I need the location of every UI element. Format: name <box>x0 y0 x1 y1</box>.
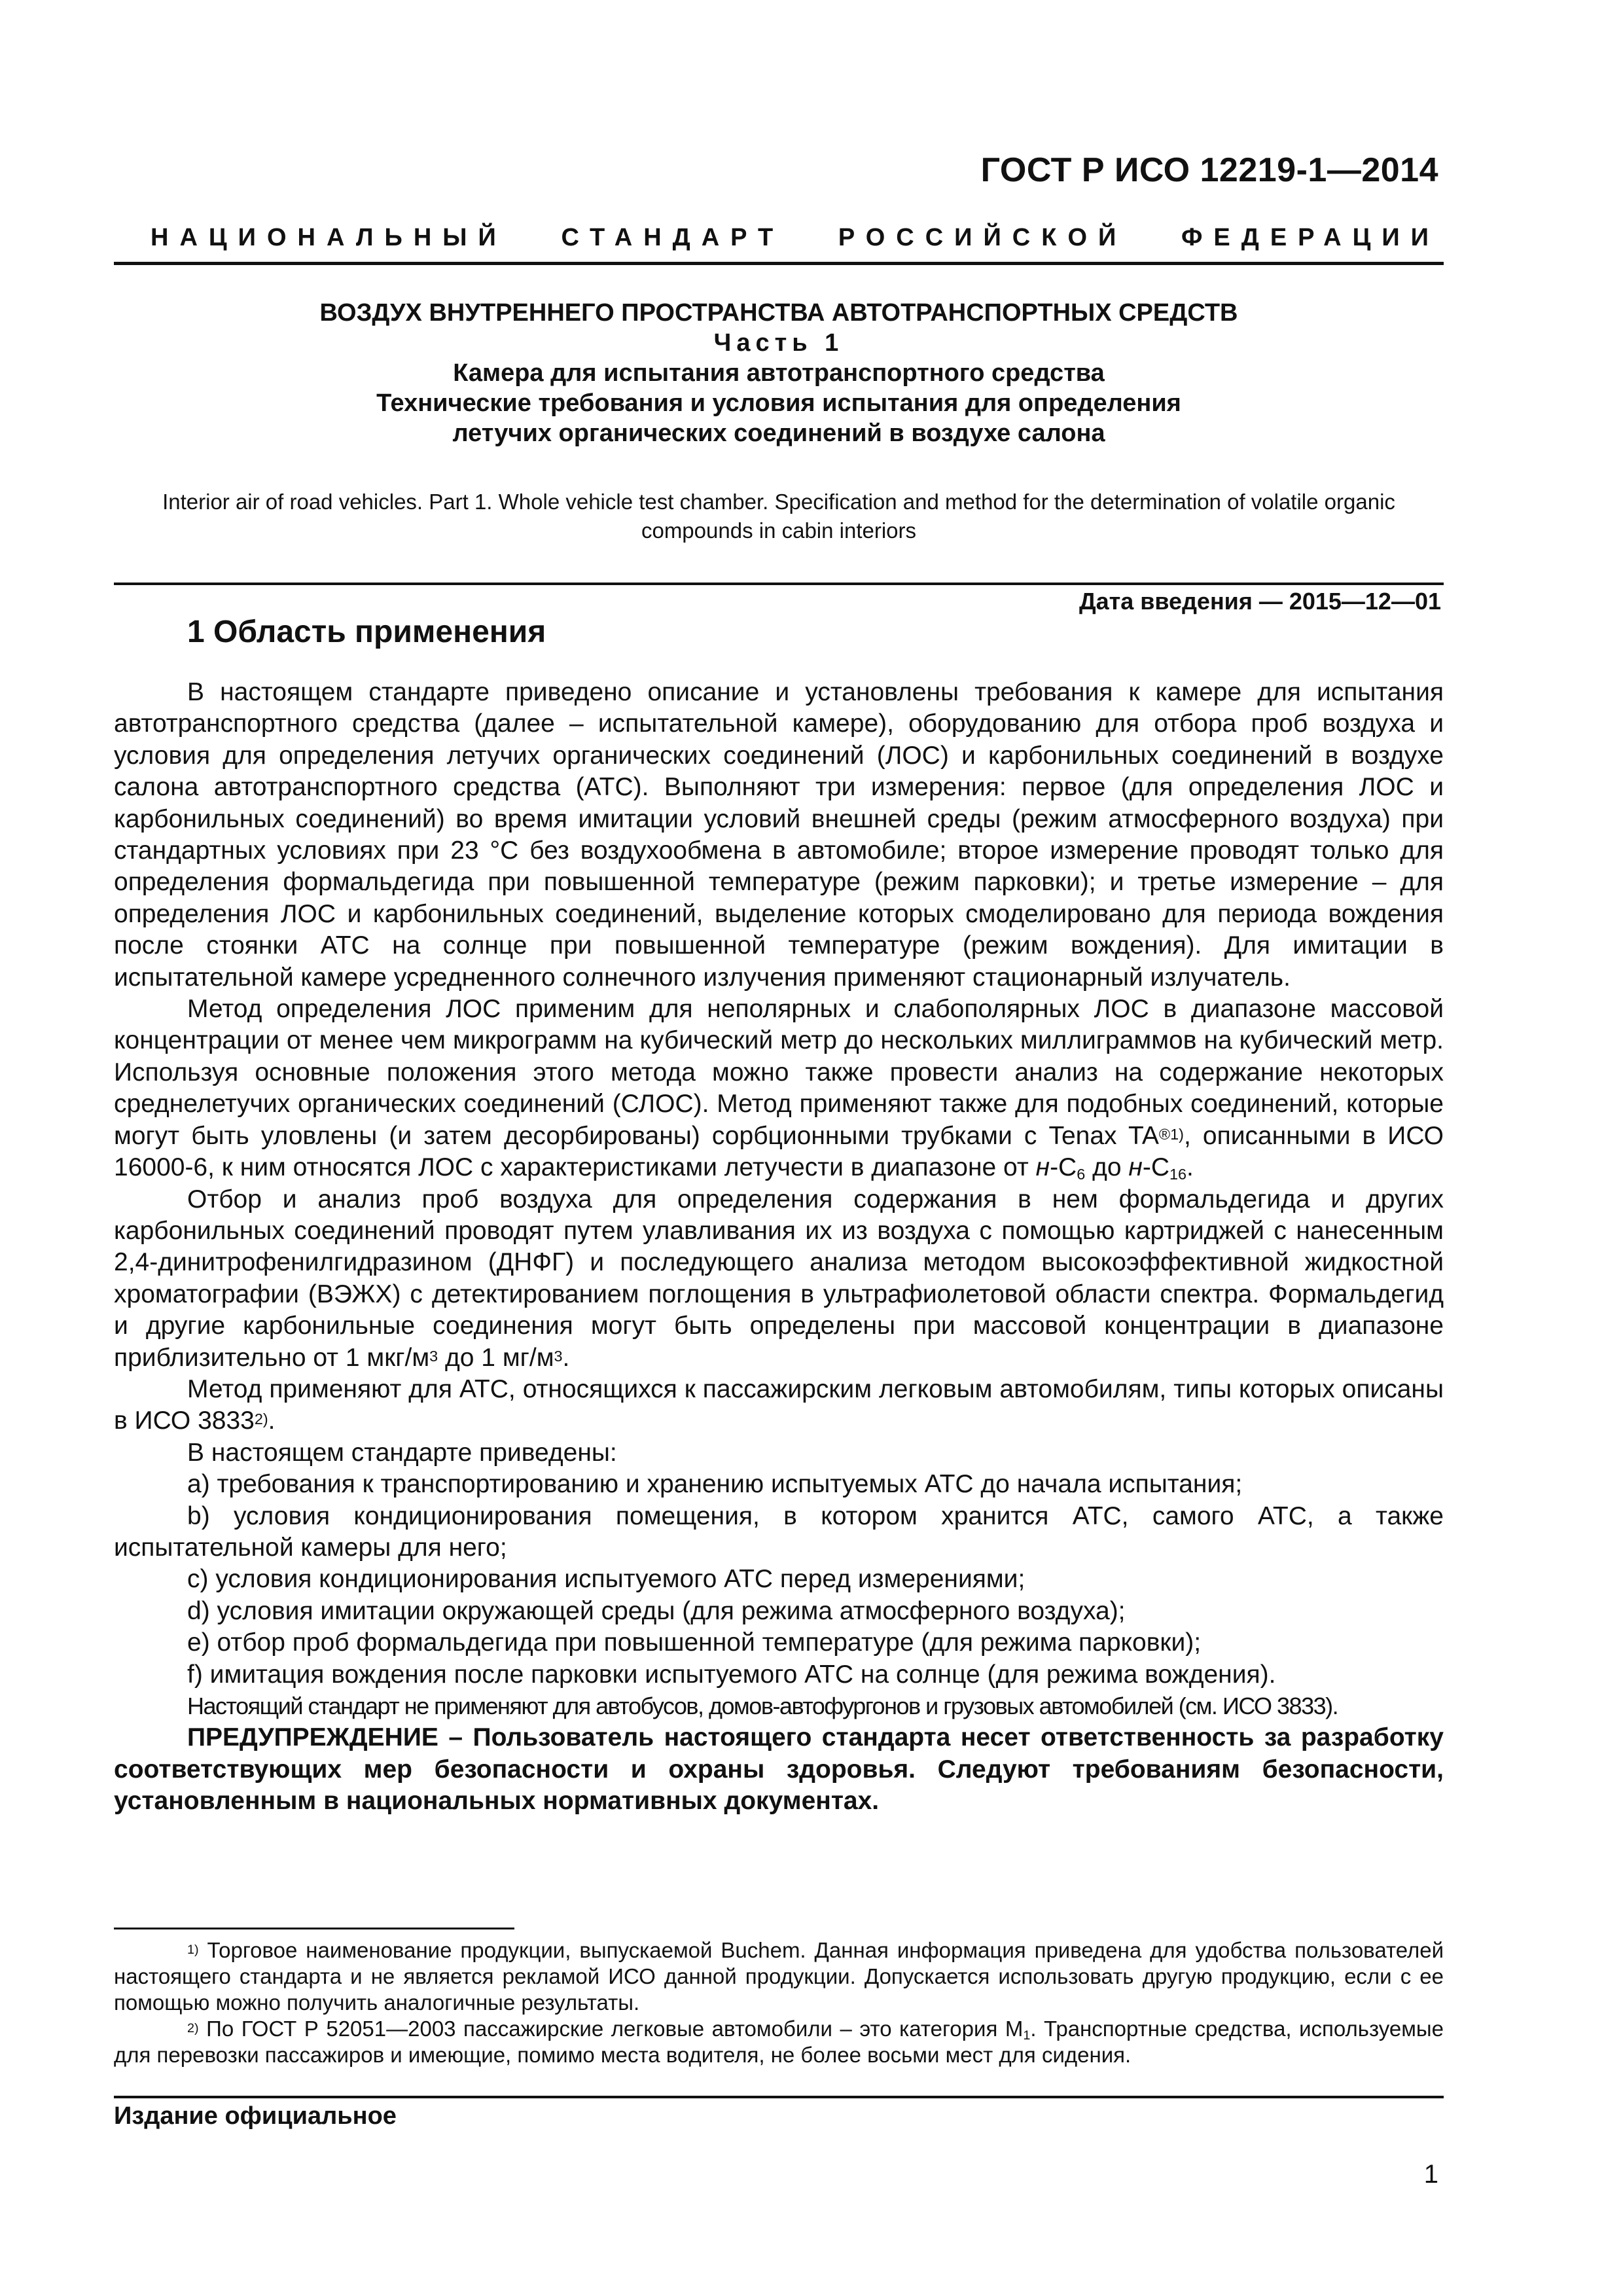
title-divider <box>114 583 1444 585</box>
list-item: c) условия кондиционирования испытуемого АТС перед измерениями; <box>187 1565 1026 1594</box>
paragraph: Отбор и анализ проб воздуха для определения содержания в нем формальдегида и других карбонильных соединений проводят путем улавливания их из воздуха с помощью картриджей с нанесенным 2,4-динитрофенилгидразином (ДНФГ) и последующего анализа методом высокоэффективной жидкостной хроматографии (ВЭЖХ) с детектированием поглощения в ультрафиолетовой области спектра. Формальдегид и другие карбонильные соединения могут быть определены при массовой концентрации в диапазоне приблизительно от 1 мкг/$м^3$ до 1 $мг/м^3$. <box>114 1185 1444 1372</box>
list-item: e) отбор проб формальдегида при повышенной температуре (для режима парковки); <box>187 1628 1202 1657</box>
introduction-date: Дата введения — 2015—12—01 <box>1079 588 1441 615</box>
national-standard-word: СТАНДАРТ <box>561 224 785 251</box>
paragraph: Метод применяют для АТС, относящихся к пассажирским легковым автомобилям, типы которых описаны в ИСО 3833$^{2)}$. <box>114 1374 1444 1435</box>
paragraph: В настоящем стандарте приведены: <box>187 1438 617 1467</box>
national-standard-word: РОССИЙСКОЙ <box>838 224 1128 251</box>
title-line: летучих органических соединений в воздухе салона <box>452 420 1105 447</box>
edition-label: Издание официальное <box>114 2102 397 2130</box>
paragraph: Настоящий стандарт не применяют для автобусов, домов-автофургонов и грузовых автомобилей (см. ИСО 3833). <box>187 1693 1338 1719</box>
title-line: Камера для испытания автотранспортного средства <box>453 359 1105 387</box>
national-standard-word: ФЕДЕРАЦИИ <box>1181 224 1440 251</box>
footnote: $^{2)}$ По ГОСТ Р 52051—2003 пассажирские легковые автомобили – это категория $M_1$. Транспортные средства, используемые для перевозки пассажиров и имеющие, помимо места водителя, не более восьми мест для сидения. <box>114 2017 1444 2067</box>
title-line: Технические требования и условия испытания для определения <box>376 389 1181 417</box>
footnotes <box>114 1937 1444 2068</box>
list-item: f) имитация вождения после парковки испытуемого АТС на солнце (для режима вождения). <box>187 1660 1276 1689</box>
title-part: Часть 1 <box>713 329 844 357</box>
footnote-divider <box>114 1928 514 1929</box>
standard-number: ГОСТ Р ИСО 12219-1—2014 <box>980 151 1438 189</box>
footnote: $^{1)}$ Торговое наименование продукции, выпускаемой Buchem. Данная информация приведена для удобства пользователей настоящего стандарта и не является рекламой ИСО данной продукции. Допускается использовать другую продукцию, если с ее помощью можно получить аналогичные результаты. <box>114 1938 1444 2015</box>
national-standard-word: НАЦИОНАЛЬНЫЙ <box>151 224 507 251</box>
footer-divider <box>114 2096 1444 2098</box>
list-item: d) условия имитации окружающей среды (для режима атмосферного воздуха); <box>187 1596 1126 1625</box>
paragraph: В настоящем стандарте приведено описание и установлены требования к камере для испытания автотранспортного средства (далее – испытательной камере), оборудованию для отбора проб воздуха и условия для определения летучих органических соединений (ЛОС) и карбонильных соединений в воздухе салона автотранспортного средства (АТС). Выполняют три измерения: первое (для определения ЛОС и карбонильных соединений) во время имитации условий внешней среды (режим атмосферного воздуха) при стандартных условиях при 23 °C без воздухообмена в автомобиле; второе измерение проводят только для определения формальдегида при повышенной температуре (режим парковки); и третье измерение – для определения ЛОС и карбонильных соединений, выделение которых смоделировано для периода вождения после стоянки АТС на солнце при повышенной температуре (режим вождения). Для имитации в испытательной камере усредненного солнечного излучения применяют стационарный излучатель. <box>114 678 1444 992</box>
title-line: ВОЗДУХ ВНУТРЕННЕГО ПРОСТРАНСТВА АВТОТРАНСПОРТНЫХ СРЕДСТВ <box>319 299 1238 327</box>
page-number: 1 <box>1423 2160 1438 2189</box>
section-body <box>114 677 1444 1818</box>
list-item: b) условия кондиционирования помещения, в котором хранится АТС, самого АТС, а также испытательной камеры для него; <box>114 1501 1444 1562</box>
paragraph: Метод определения ЛОС применим для неполярных и слабополярных ЛОС в диапазоне массовой концентрации от менее чем микрограмм на кубический метр до нескольких миллиграммов на кубический метр. Используя основные положения этого метода можно также провести анализ на содержание некоторых среднелетучих органических соединений (СЛОС). Метод применяют также для подобных соединений, которые могут быть уловлены (и затем десорбированы) сорбционными трубками с Tenax $TA^{®1)}$, описанными в ИСО 16000-6, к ним относятся ЛОС с характеристиками летучести в диапазоне от $н-C_6$ до $н-C_{16}$. <box>114 995 1444 1183</box>
section-heading: 1 Область применения <box>187 615 546 649</box>
document-title <box>114 298 1444 448</box>
english-title: Interior air of road vehicles. Part 1. Whole vehicle test chamber. Specification and method for the determination of volatile organic compounds in cabin interiors <box>162 490 1395 543</box>
footnote-ref: 2) <box>254 1410 268 1428</box>
header-divider <box>114 262 1444 265</box>
warning-paragraph: ПРЕДУПРЕЖДЕНИЕ – Пользователь настоящего стандарта несет ответственность за разработку соответствующих мер безопасности и охраны здоровья. Следуют требованиям безопасности, установленным в национальных нормативных документах. <box>114 1723 1444 1816</box>
footnote-ref: ®1) <box>1158 1125 1184 1143</box>
list-item: а) требования к транспортированию и хранению испытуемых АТС до начала испытания; <box>187 1470 1243 1499</box>
national-standard-title <box>151 224 1440 252</box>
